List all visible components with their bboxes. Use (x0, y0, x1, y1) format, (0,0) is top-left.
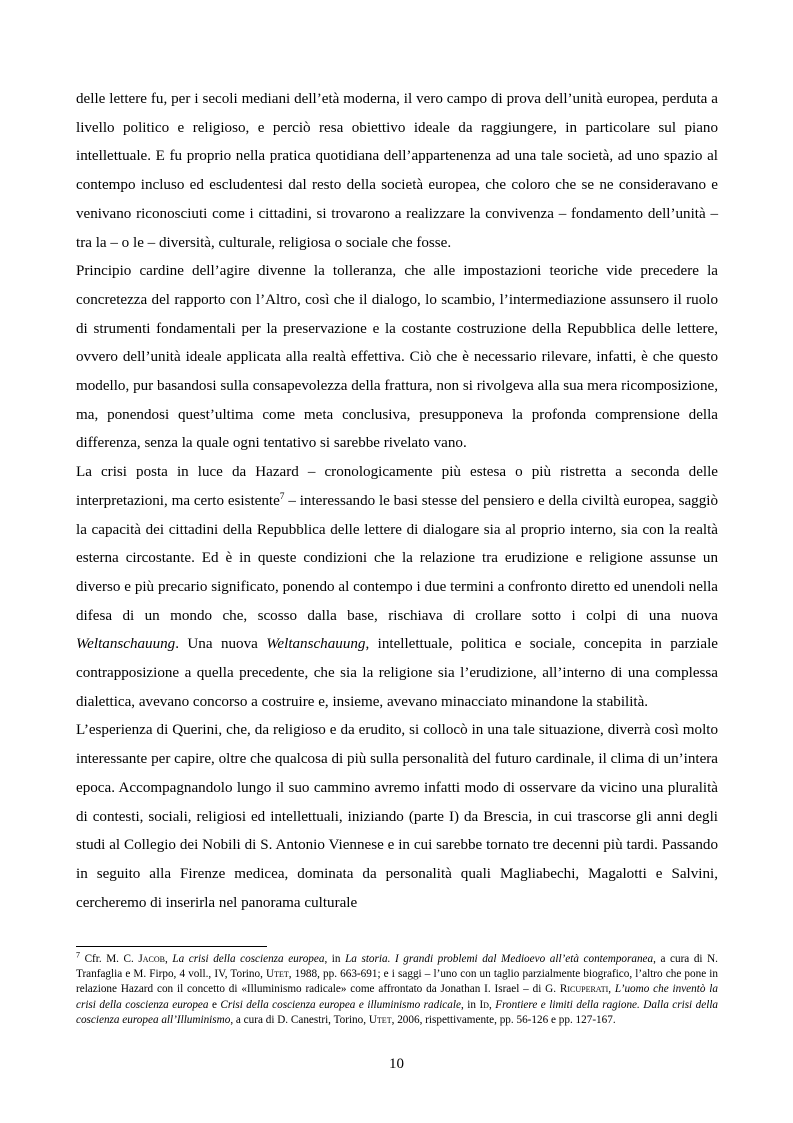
text-run: . Una nuova (175, 636, 267, 653)
footnote-7 (76, 952, 718, 1028)
italic-term: Weltanschauung (266, 636, 366, 653)
text-run: , intellettuale, politica e sociale, concepita in parziale contrapposizione a quella precedente, che sia la religione sia l’erudizione, all’interno di una complessa dialettica, avevano concorso a costruire e, insieme, avevano minacciato minandone la stabilità. (76, 636, 718, 710)
text-run: L’esperienza di Querini, che, da religioso e da erudito, si collocò in una tale situazione, diverrà così molto interessante per capire, oltre che qualcosa di più sulla personalità del futuro cardinale, il clima di un’intera epoca. Accompagnandolo lungo il suo cammino avremo infatti modo di osservare da vicino una pluralità di contesti, sociali, religiosi ed intellettuali, iniziando (parte I) da Brescia, in cui trascorse gli anni degli studi al Collegio dei Nobili di S. Antonio Viennese e in cui sarebbe tornato tre decenni più tardi. Passando in seguito alla Firenze medicea, dominata da personalità quali Magliabechi, Magalotti e Salvini, cercheremo di inserirla nel panorama culturale (76, 722, 718, 911)
author-name: Jacob (138, 953, 165, 965)
body-text (76, 85, 718, 917)
footnote-text: , (164, 953, 173, 965)
paragraph-2 (76, 257, 718, 458)
title-italic: Crisi della coscienza europea e illuminismo radicale (220, 998, 461, 1011)
footnote-separator (76, 946, 267, 947)
paragraph-4 (76, 716, 718, 917)
author-name: Ricuperati (559, 983, 609, 996)
text-run: – interessando le basi stesse del pensiero e della civiltà europea, saggiò la capacità dei cittadini della Repubblica delle lettere di dialogare sia al proprio interno, sia con la realtà esterna circostante. Ed è in queste condizioni che la relazione tra erudizione e religione assunse un diverso e più precario significato, ponendo al contempo i due termini a confronto diretto ed unendoli nella difesa di un mondo che, scosso dalla base, rischiava di crollare sotto i colpi di una nuova (76, 492, 718, 624)
footnote-text: , a cura di N. Tranfaglia e M. Firpo, 4 voll., IV, Torino, (76, 953, 718, 981)
footnote-text: , 1988, pp. 663-691; e i saggi – l’uno con un taglio parzialmente biografico, l’altro che pone in relazione Hazard con il concetto di «Illuminismo radicale» come affrontato da Jonathan I. Israel – di G. (76, 968, 719, 996)
paragraph-1 (76, 85, 718, 257)
italic-term: Weltanschauung (76, 636, 176, 653)
title-italic: La crisi della coscienza europea (172, 953, 325, 965)
footnote-text: Cfr. M. C. (80, 953, 139, 965)
author-name: Id (479, 998, 489, 1011)
footnote-text: , in (460, 998, 480, 1011)
footnote-text: , a cura di D. Canestri, Torino, (230, 1013, 369, 1026)
publisher-name: Utet (266, 968, 289, 981)
text-run: Principio cardine dell’agire divenne la tolleranza, che alle impostazioni teoriche vide precedere la concretezza del rapporto con l’Altro, così che il dialogo, lo scambio, l’intermediazione assunsero il ruolo di strumenti fondamentali per la preservazione e la costante costruzione della Repubblica delle lettere, ovvero dell’unità ideale applicata alla realtà effettiva. Ciò che è necessario rilevare, infatti, è che questo modello, pur basandosi sulla consapevolezza della frattura, non si rivolgeva alla sua mera ricomposizione, ma, ponendosi quest’ultima come meta conclusiva, presupponeva la profonda comprensione della differenza, senza la quale ogni tentativo si sarebbe rivelato vano. (76, 263, 718, 452)
footnote-text: , in (324, 953, 346, 965)
footnote-text: e (208, 998, 221, 1011)
text-run: delle lettere fu, per i secoli mediani dell’età moderna, il vero campo di prova dell’unità europea, perduta a livello politico e religioso, e perciò resa obiettivo ideale da raggiungere, in particolare sul piano intellettuale. E fu proprio nella pratica quotidiana dell’appartenenza ad una tale società, ad uno spazio al contempo incluso ed escludentesi dal resto della società europea, che coloro che se ne consideravano e venivano riconosciuti come i cittadini, si trovarono a realizzare la convivenza – fondamento dell’unità – tra la – o le – diversità, culturale, religiosa o sociale che fosse. (76, 91, 718, 251)
publisher-name: Utet (368, 1013, 392, 1026)
title-italic: Frontiere e limiti della ragione. Dalla crisi della coscienza europea all’Illuminismo (76, 998, 719, 1026)
footnote-text: , 2006, rispettivamente, pp. 56-126 e pp. 127-167. (391, 1013, 616, 1026)
title-italic: L’uomo che inventò la crisi della coscienza europea (76, 983, 718, 1011)
text-run: La crisi posta in luce da Hazard – cronologicamente più estesa o più ristretta a seconda delle interpretazioni, ma certo esistente (76, 464, 718, 509)
paragraph-3 (76, 458, 718, 716)
footnote-text: , (488, 998, 496, 1011)
title-italic: La storia. I grandi problemi dal Medioevo all’età contemporanea (345, 953, 654, 965)
footnote-reference[interactable]: 7 (279, 491, 285, 502)
footnote-marker: 7 (76, 950, 80, 960)
footnote-text: , (608, 983, 615, 996)
page-number: 10 (389, 1056, 404, 1072)
